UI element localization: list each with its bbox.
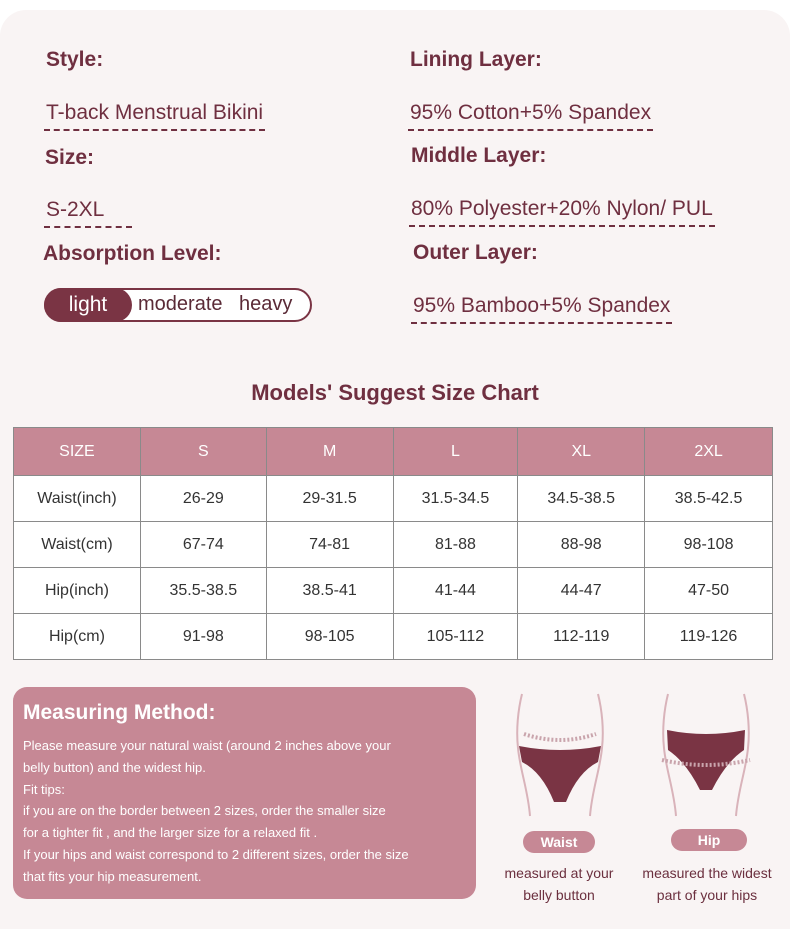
- middle-layer-value: 80% Polyester+20% Nylon/ PUL: [409, 197, 715, 227]
- absorption-option-heavy[interactable]: heavy: [239, 293, 293, 315]
- table-cell: 26-29: [140, 476, 266, 522]
- table-row: [14, 568, 773, 614]
- measuring-line: for a tighter fit , and the larger size for a relaxed fit .: [23, 825, 318, 841]
- table-cell: 119-126: [645, 614, 773, 660]
- absorption-option-light[interactable]: light: [44, 288, 132, 322]
- table-cell: 98-105: [266, 614, 393, 660]
- size-chart-header-row: [14, 428, 773, 476]
- table-cell: 91-98: [140, 614, 266, 660]
- absorption-level-selector[interactable]: [44, 288, 312, 322]
- middle-layer-label: Middle Layer:: [411, 144, 547, 167]
- table-row: [14, 614, 773, 660]
- table-cell: 38.5-42.5: [645, 476, 773, 522]
- hip-caption-line2: part of your hips: [656, 887, 758, 903]
- absorption-label: Absorption Level:: [43, 242, 222, 265]
- measuring-line: that fits your hip measurement.: [23, 868, 202, 884]
- outer-layer-label: Outer Layer:: [413, 241, 538, 264]
- measuring-line: if you are on the border between 2 sizes, order the smaller size: [23, 803, 386, 819]
- header-l: L: [393, 428, 518, 476]
- lining-layer-label: Lining Layer:: [410, 48, 542, 71]
- size-chart-table: [13, 427, 773, 660]
- waist-figure-illustration: [508, 690, 612, 820]
- table-cell: 67-74: [140, 522, 266, 568]
- table-cell: 35.5-38.5: [140, 568, 266, 614]
- hip-badge: Hip: [671, 829, 747, 851]
- table-cell: 47-50: [645, 568, 773, 614]
- table-row: [14, 522, 773, 568]
- table-cell: 38.5-41: [266, 568, 393, 614]
- size-chart-title: Models' Suggest Size Chart: [251, 380, 539, 405]
- hip-figure-illustration: [654, 690, 758, 820]
- table-cell: 74-81: [266, 522, 393, 568]
- table-cell: 81-88: [393, 522, 518, 568]
- table-cell: 112-119: [518, 614, 645, 660]
- table-cell: 98-108: [645, 522, 773, 568]
- row-label-waist-cm: Waist(cm): [14, 522, 141, 568]
- header-m: M: [266, 428, 393, 476]
- waist-caption-line1: measured at your: [504, 865, 614, 881]
- table-cell: 29-31.5: [266, 476, 393, 522]
- measuring-line: belly button) and the widest hip.: [23, 759, 206, 775]
- header-xl: XL: [518, 428, 645, 476]
- waist-badge: Waist: [523, 831, 595, 853]
- measuring-line: If your hips and waist correspond to 2 different sizes, order the size: [23, 846, 409, 862]
- measuring-method-title: Measuring Method:: [23, 701, 216, 724]
- size-label: Size:: [45, 146, 95, 169]
- table-cell: 44-47: [518, 568, 645, 614]
- header-size: SIZE: [14, 428, 141, 476]
- table-cell: 88-98: [518, 522, 645, 568]
- table-row: [14, 476, 773, 522]
- measuring-line: Fit tips:: [23, 781, 65, 797]
- table-cell: 31.5-34.5: [393, 476, 518, 522]
- row-label-hip-inch: Hip(inch): [14, 568, 141, 614]
- style-value: T-back Menstrual Bikini: [44, 101, 265, 131]
- table-cell: 34.5-38.5: [518, 476, 645, 522]
- size-value: S-2XL: [44, 198, 132, 228]
- row-label-hip-cm: Hip(cm): [14, 614, 141, 660]
- row-label-waist-inch: Waist(inch): [14, 476, 141, 522]
- measuring-method-panel: [13, 687, 476, 899]
- waist-caption-line2: belly button: [523, 887, 595, 903]
- style-label: Style:: [46, 48, 104, 71]
- absorption-option-moderate[interactable]: moderate: [138, 293, 223, 315]
- lining-layer-value: 95% Cotton+5% Spandex: [408, 101, 653, 131]
- hip-caption-line1: measured the widest: [642, 865, 772, 881]
- outer-layer-value: 95% Bamboo+5% Spandex: [411, 294, 672, 324]
- header-2xl: 2XL: [645, 428, 773, 476]
- table-cell: 41-44: [393, 568, 518, 614]
- header-s: S: [140, 428, 266, 476]
- measuring-line: Please measure your natural waist (around 2 inches above your: [23, 738, 391, 753]
- table-cell: 105-112: [393, 614, 518, 660]
